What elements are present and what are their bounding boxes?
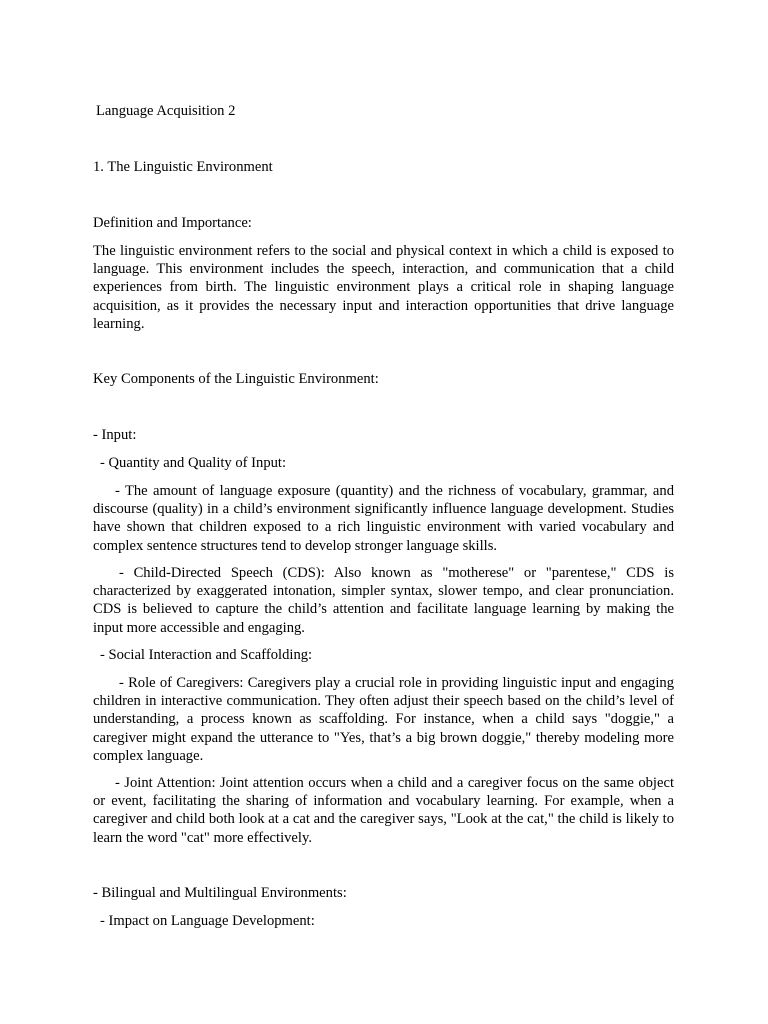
joint-attention-paragraph: - Joint Attention: Joint attention occurs when a child and a caregiver focus on the same object or event, facilitating the sharing of information and vocabulary learning. For example, when a caregiver and child both look at a cat and the caregiver says, "Look at the cat," the child is likely to learn the word "cat" more effectively. — [93, 775, 674, 846]
impact-label: - Impact on Language Development: — [100, 913, 315, 929]
quantity-quality-paragraph: - The amount of language exposure (quantity) and the richness of vocabulary, grammar, and discourse (quality) in a child’s environment significantly influence language development. Studies have shown that children exposed to a rich linguistic environment with varied vocabulary and complex sentence structures tend to develop stronger language skills. — [93, 483, 674, 554]
components-heading: Key Components of the Linguistic Environment: — [93, 371, 379, 387]
definition-paragraph: The linguistic environment refers to the social and physical context in which a child is exposed to language. This environment includes the speech, interaction, and communication that a child experiences from birth. The linguistic environment plays a critical role in shaping language acquisition, as it provides the necessary input and interaction opportunities that drive language learning. — [93, 243, 674, 332]
input-label: - Input: — [93, 427, 137, 443]
document-title: Language Acquisition 2 — [96, 103, 236, 119]
section-heading: 1. The Linguistic Environment — [93, 159, 273, 175]
definition-heading: Definition and Importance: — [93, 215, 252, 231]
quantity-quality-label: - Quantity and Quality of Input: — [100, 455, 287, 471]
cds-paragraph: - Child-Directed Speech (CDS): Also known as "motherese" or "parentese," CDS is characterized by exaggerated intonation, simpler syntax, slower tempo, and clear pronunciation. CDS is believed to capture the child’s attention and facilitate language learning by making the input more accessible and engaging. — [93, 565, 674, 636]
bilingual-label: - Bilingual and Multilingual Environments: — [93, 885, 347, 901]
caregivers-paragraph: - Role of Caregivers: Caregivers play a crucial role in providing linguistic input and engaging children in interactive communication. They often adjust their speech based on the child’s level of understanding, a process known as scaffolding. For instance, when a child says "doggie," a caregiver might expand the utterance to "Yes, that’s a big brown doggie," thereby modeling more complex language. — [93, 675, 674, 764]
social-interaction-label: - Social Interaction and Scaffolding: — [100, 647, 313, 663]
